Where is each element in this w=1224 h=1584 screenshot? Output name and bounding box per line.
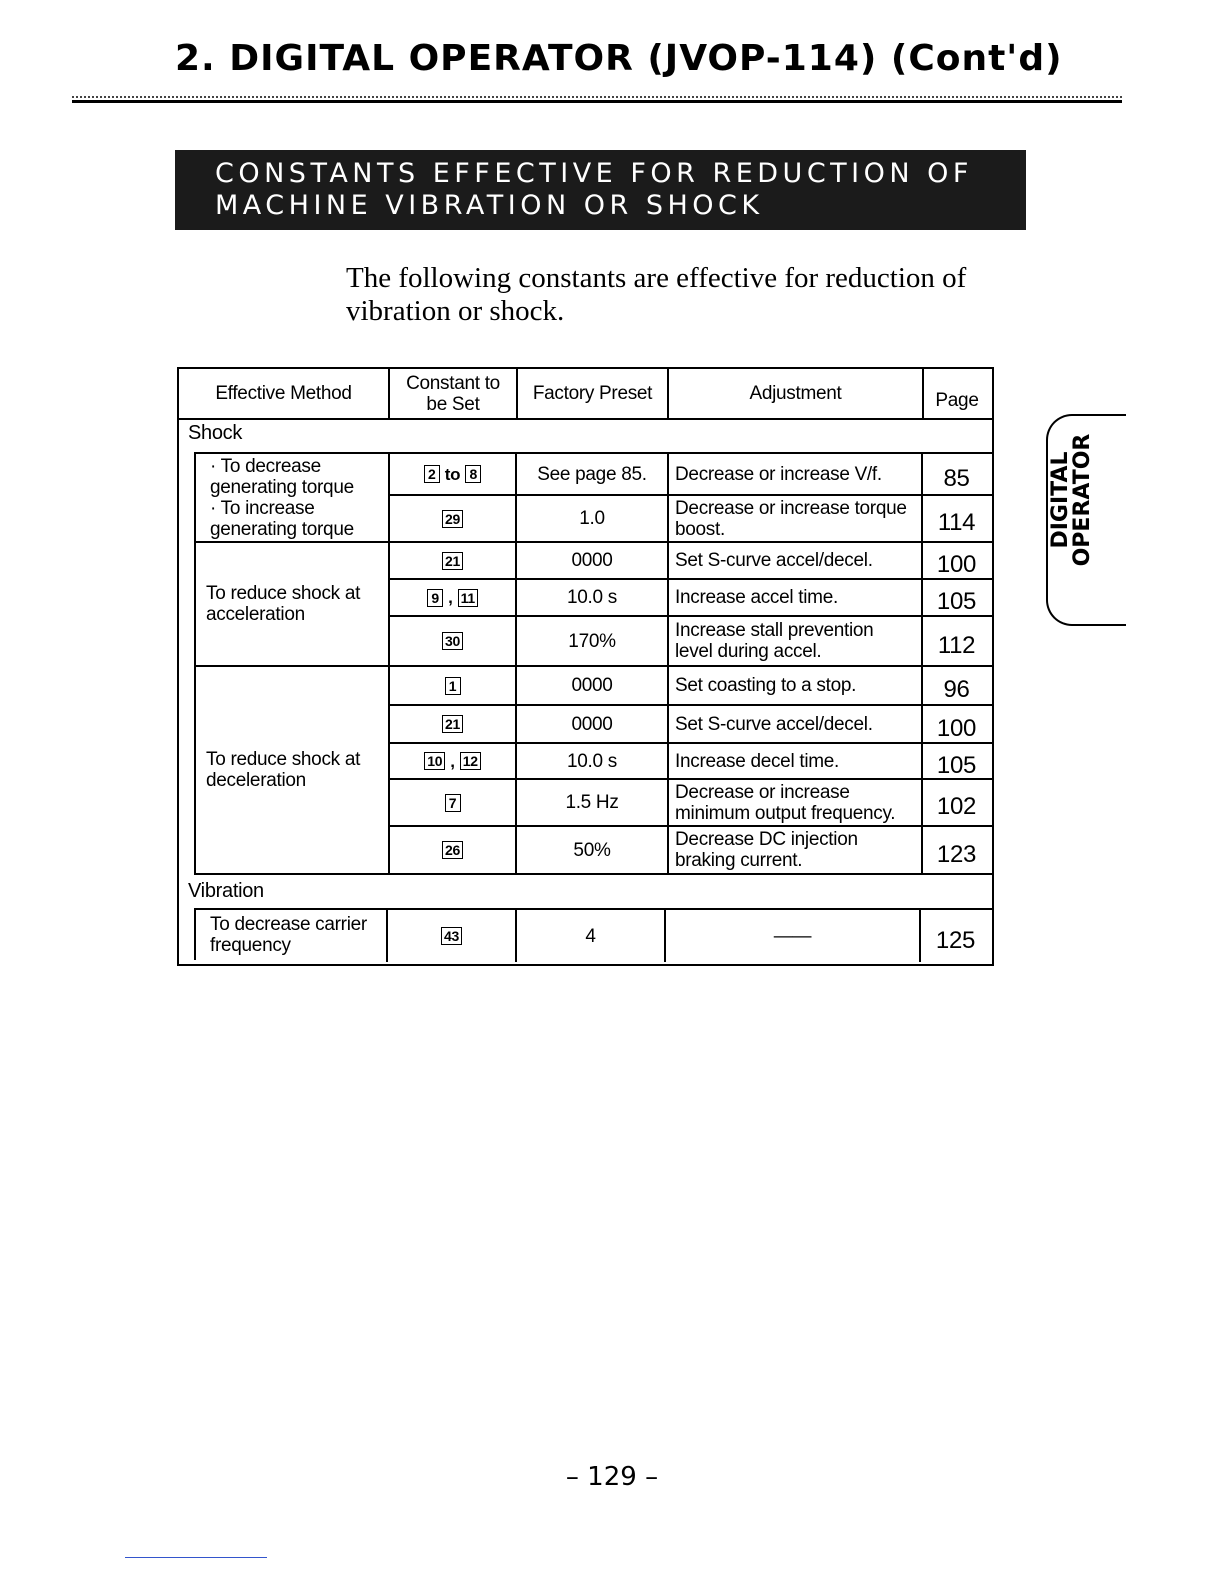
page-cell: 112 bbox=[937, 631, 976, 659]
side-tab-label bbox=[1050, 410, 1094, 590]
banner-line-2: MACHINE VIBRATION OR SHOCK bbox=[215, 190, 764, 221]
side-tab-line-2: OPERATOR bbox=[1070, 433, 1095, 567]
header-page: Page bbox=[935, 389, 979, 411]
constant-separator: to bbox=[444, 464, 461, 484]
title-rule bbox=[72, 100, 1122, 103]
factory-cell: 4 bbox=[585, 925, 596, 947]
constant-number-box: 26 bbox=[442, 841, 463, 859]
section-banner bbox=[175, 150, 1026, 230]
constant-cell bbox=[390, 454, 515, 494]
factory-cell: 50% bbox=[573, 839, 611, 861]
adjustment-cell: Decrease or increase minimum output frequency. bbox=[675, 781, 896, 824]
side-tab-line-1: DIGITAL bbox=[1048, 451, 1073, 549]
section-vibration: Vibration bbox=[188, 879, 264, 902]
constant-number-box: 21 bbox=[442, 715, 463, 733]
section-shock: Shock bbox=[188, 421, 243, 444]
constant-separator: , bbox=[450, 751, 455, 771]
divider bbox=[194, 873, 992, 875]
page-cell: 100 bbox=[936, 714, 977, 742]
factory-cell: 0000 bbox=[571, 675, 613, 696]
header-constant: Constant to be Set bbox=[406, 372, 500, 415]
constant-number-box: 29 bbox=[442, 510, 463, 528]
header-method: Effective Method bbox=[215, 383, 352, 404]
header-factory: Factory Preset bbox=[532, 383, 653, 404]
constant-number-box: 11 bbox=[458, 589, 478, 607]
constant-number-box: 1 bbox=[445, 677, 461, 695]
factory-cell: 1.0 bbox=[579, 508, 605, 529]
page-cell: 125 bbox=[935, 926, 976, 954]
constant-number-box: 43 bbox=[441, 927, 462, 945]
footer-rule bbox=[125, 1557, 267, 1558]
constant-cell bbox=[390, 543, 515, 578]
constant-number-box: 12 bbox=[460, 752, 481, 770]
constant-cell bbox=[390, 706, 515, 742]
constant-cell bbox=[388, 910, 515, 962]
method-torque bbox=[196, 456, 388, 540]
constant-number-box: 2 bbox=[424, 465, 440, 483]
constant-cell bbox=[390, 667, 515, 704]
page-cell: 123 bbox=[936, 840, 977, 868]
method-torque-increase: · To increase generating torque bbox=[210, 498, 354, 540]
intro-paragraph: The following constants are effective for reduction of vibration or shock. bbox=[346, 262, 967, 327]
page-cell: 114 bbox=[937, 509, 976, 536]
adjustment-cell: Decrease DC injection braking current. bbox=[675, 829, 858, 871]
page-cell: 100 bbox=[936, 551, 977, 578]
page-cell: 102 bbox=[936, 793, 977, 820]
adjustment-cell: Set S-curve accel/decel. bbox=[675, 713, 873, 735]
method-carrier: To decrease carrier frequency bbox=[210, 914, 367, 956]
page-cell: 105 bbox=[936, 588, 977, 615]
constant-number-box: 21 bbox=[442, 552, 463, 570]
factory-cell: 0000 bbox=[571, 550, 613, 571]
adjustment-cell: Increase decel time. bbox=[675, 750, 840, 772]
adjustment-cell: Decrease or increase torque boost. bbox=[675, 497, 907, 540]
adjustment-cell: Decrease or increase V/f. bbox=[675, 463, 882, 485]
adjustment-cell: Increase accel time. bbox=[675, 587, 838, 608]
header-adjustment: Adjustment bbox=[749, 383, 842, 404]
method-accel: To reduce shock at acceleration bbox=[206, 583, 361, 625]
constant-number-box: 8 bbox=[465, 465, 481, 483]
factory-cell: 10.0 s bbox=[567, 587, 617, 608]
adjustment-cell: Increase stall prevention level during accel. bbox=[675, 620, 874, 662]
adjustment-cell: Set coasting to a stop. bbox=[675, 675, 857, 696]
method-decel: To reduce shock at deceleration bbox=[206, 749, 361, 791]
factory-cell: See page 85. bbox=[537, 463, 647, 485]
constant-number-box: 9 bbox=[427, 589, 443, 607]
factory-cell: 1.5 Hz bbox=[565, 792, 619, 813]
page-cell: 96 bbox=[943, 676, 970, 703]
adjustment-cell: —— bbox=[773, 925, 812, 947]
factory-cell: 170% bbox=[568, 630, 616, 652]
constant-separator: , bbox=[448, 588, 453, 607]
constant-cell bbox=[390, 827, 515, 873]
banner-line-1: CONSTANTS EFFECTIVE FOR REDUCTION OF bbox=[215, 158, 973, 189]
constant-number-box: 7 bbox=[445, 794, 461, 812]
constant-number-box: 30 bbox=[442, 632, 463, 650]
page-title: 2. DIGITAL OPERATOR (JVOP-114) (Cont'd) bbox=[175, 38, 1063, 79]
adjustment-cell: Set S-curve accel/decel. bbox=[675, 550, 873, 571]
page-number: – 129 – bbox=[565, 1462, 659, 1492]
factory-cell: 10.0 s bbox=[567, 750, 617, 772]
constant-cell bbox=[390, 744, 515, 778]
constant-cell bbox=[390, 496, 515, 541]
constant-cell bbox=[390, 617, 515, 665]
page-cell: 105 bbox=[936, 751, 977, 779]
page-cell: 85 bbox=[943, 464, 970, 492]
constant-cell bbox=[390, 580, 515, 615]
method-torque-decrease: · To decrease generating torque bbox=[210, 456, 354, 498]
constant-number-box: 10 bbox=[424, 752, 445, 770]
factory-cell: 0000 bbox=[571, 713, 613, 735]
constant-cell bbox=[390, 780, 515, 825]
